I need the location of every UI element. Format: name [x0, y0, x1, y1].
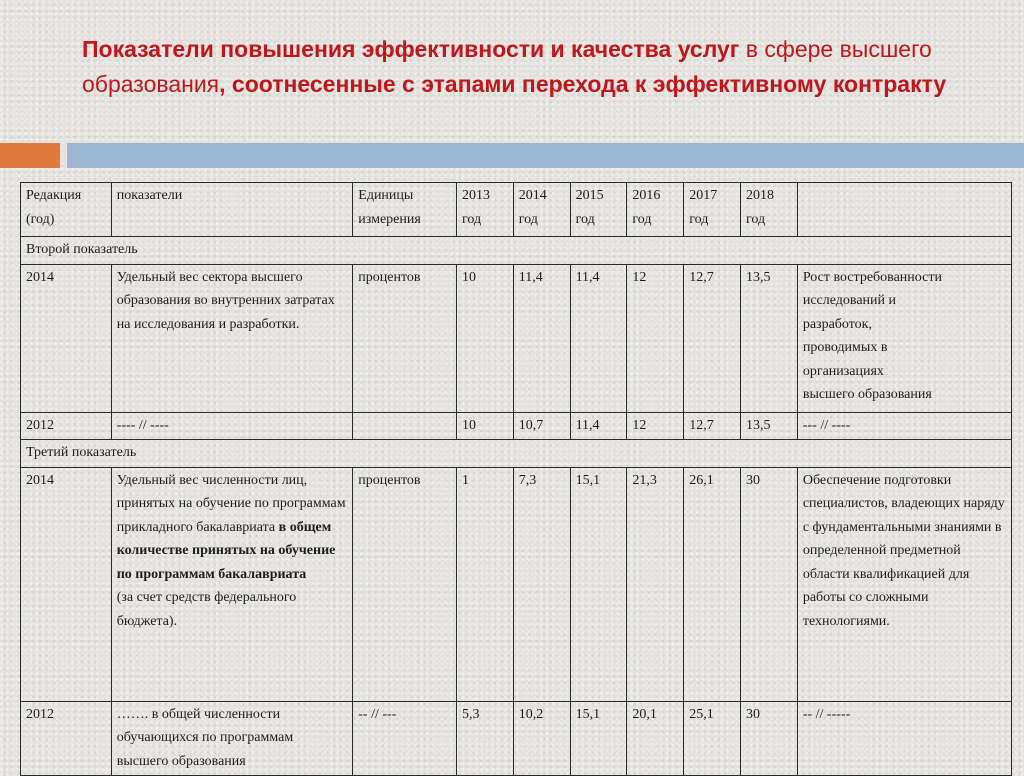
table-row: [21, 412, 1012, 440]
section-row: [21, 440, 1012, 468]
cell-indicator: ---- // ----: [111, 412, 353, 440]
cell-edition: 2012: [21, 701, 112, 776]
cell-2013: 10: [456, 264, 513, 412]
cell-2017: 25,1: [684, 701, 741, 776]
cell-2014: 7,3: [513, 467, 570, 701]
header-units: Единицы измерения: [353, 183, 457, 237]
cell-2013: 1: [456, 467, 513, 701]
indicator-text-a: Удельный вес численности лиц, принятых на обучение по программам прикладного бакалавриата: [116, 472, 346, 535]
cell-2015: 11,4: [570, 412, 627, 440]
cell-2017: 12,7: [684, 412, 741, 440]
title-normal-part: в сфере высшего образования: [82, 36, 932, 97]
title-bold-part1: Показатели повышения эффективности и качества услуг: [82, 36, 740, 62]
cell-indicator: Удельный вес сектора высшего образования во внутренних затратах на исследования и разработки.: [111, 264, 353, 412]
table-row: [21, 264, 1012, 412]
cell-2018: 30: [741, 467, 798, 701]
indicator-text-c: (за счет средств федерального бюджета).: [116, 590, 297, 629]
cell-2016: 20,1: [627, 701, 684, 776]
cell-indicator: [111, 467, 353, 701]
header-2013: 2013 год: [456, 183, 513, 237]
cell-2018: 13,5: [741, 264, 798, 412]
header-2016: 2016 год: [627, 183, 684, 237]
cell-units: -- // ---: [353, 701, 457, 776]
cell-units: [353, 412, 457, 440]
indicators-table: [20, 182, 1012, 776]
header-2015: 2015 год: [570, 183, 627, 237]
cell-2013: 10: [456, 412, 513, 440]
cell-edition: 2014: [21, 264, 112, 412]
cell-2015: 15,1: [570, 467, 627, 701]
cell-2016: 12: [627, 412, 684, 440]
header-edition: Редакция (год): [21, 183, 112, 237]
section-row: [21, 237, 1012, 265]
header-2014: 2014 год: [513, 183, 570, 237]
cell-2018: 30: [741, 701, 798, 776]
cell-indicator: ……. в общей численности обучающихся по программам высшего образования: [111, 701, 353, 776]
header-2018: 2018 год: [741, 183, 798, 237]
table-row: [21, 701, 1012, 776]
cell-note: --- // ----: [797, 412, 1011, 440]
table-header-row: [21, 183, 1012, 237]
cell-2017: 26,1: [684, 467, 741, 701]
cell-2014: 10,7: [513, 412, 570, 440]
cell-2014: 10,2: [513, 701, 570, 776]
cell-note: -- // -----: [797, 701, 1011, 776]
cell-note: Обеспечение подготовки специалистов, владеющих наряду с фундаментальными знаниями в определенной предметной области квалификацией для работы со сложными технологиями.: [797, 467, 1011, 701]
slide-title: [82, 32, 982, 102]
indicator-text-bold: в общем количестве принятых на обучение по программам бакалавриата: [116, 519, 336, 582]
section-third-indicator: Третий показатель: [21, 440, 1012, 468]
header-2017: 2017 год: [684, 183, 741, 237]
title-bold-part2: , соотнесенные с этапами перехода к эффективному контракту: [219, 71, 947, 97]
cell-units: процентов: [353, 264, 457, 412]
cell-2017: 12,7: [684, 264, 741, 412]
cell-2018: 13,5: [741, 412, 798, 440]
cell-2015: 11,4: [570, 264, 627, 412]
cell-units: процентов: [353, 467, 457, 701]
cell-note: Рост востребованности исследований и разработок, проводимых в организациях высшего образования: [797, 264, 1011, 412]
cell-edition: 2012: [21, 412, 112, 440]
section-second-indicator: Второй показатель: [21, 237, 1012, 265]
cell-2014: 11,4: [513, 264, 570, 412]
cell-2013: 5,3: [456, 701, 513, 776]
decor-orange-bar: [0, 143, 60, 168]
cell-2015: 15,1: [570, 701, 627, 776]
header-indicators: показатели: [111, 183, 353, 237]
cell-2016: 12: [627, 264, 684, 412]
cell-edition: 2014: [21, 467, 112, 701]
decor-blue-bar: [67, 143, 1024, 168]
table-row: [21, 467, 1012, 701]
header-last: [797, 183, 1011, 237]
cell-2016: 21,3: [627, 467, 684, 701]
